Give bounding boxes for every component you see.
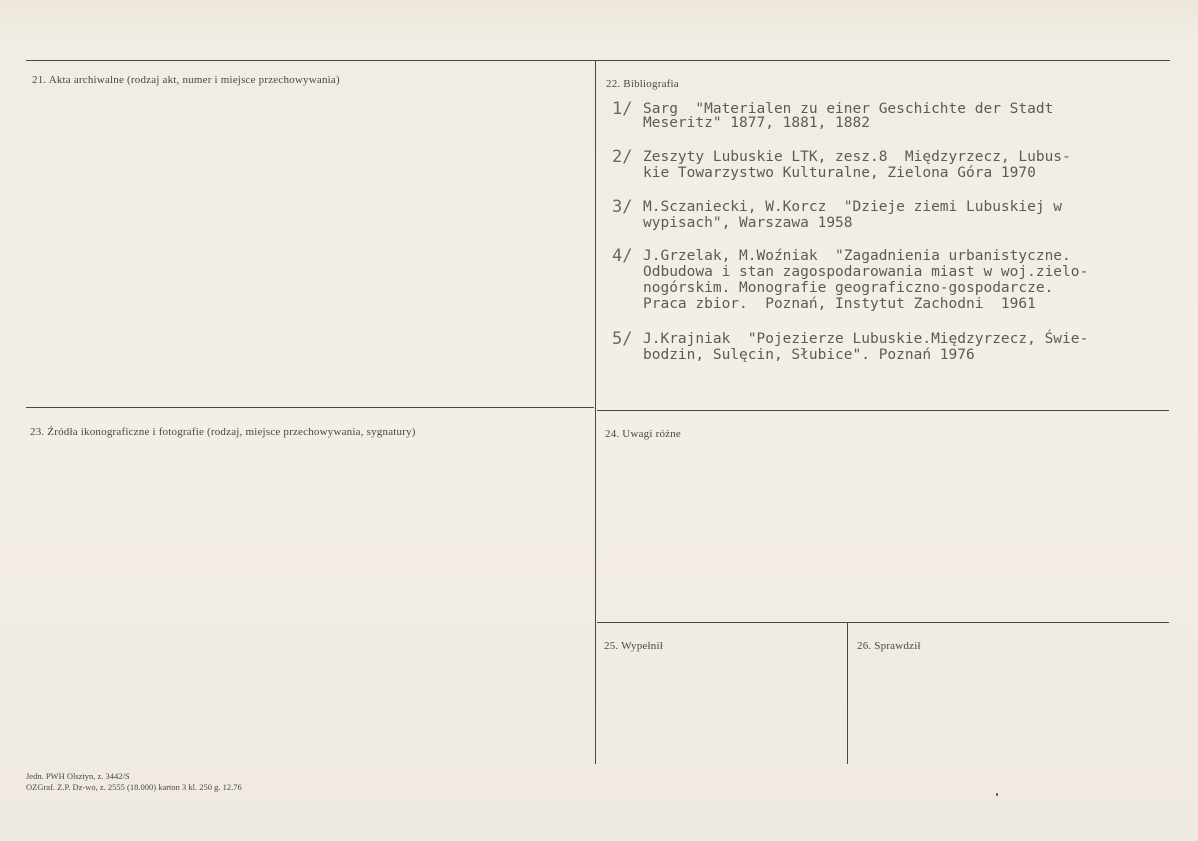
printer-imprint-line-2: OZGraf. Z.P. Dz-wo, z. 2555 (18.000) karton 3 kl. 250 g. 12.76 <box>26 782 242 792</box>
entry-line: J.Krajniak "Pojezierze Lubuskie.Międzyrzecz, Świe- <box>643 331 1089 347</box>
entry-number: 1/ <box>612 99 633 119</box>
entry-line: wypisach", Warszawa 1958 <box>643 215 853 231</box>
entry-line: bodzin, Sulęcin, Słubice". Poznań 1976 <box>643 347 975 363</box>
entry-line: Odbudowa i stan zagospodarowania miast w woj.zielo- <box>643 264 1089 280</box>
entry-line: Zeszyty Lubuskie LTK, zesz.8 Międzyrzecz, Lubus- <box>643 149 1071 165</box>
entry-number: 3/ <box>612 197 633 217</box>
entry-number: 2/ <box>612 147 633 167</box>
middle-rule-left <box>26 407 594 408</box>
entry-line: Sarg "Materialen zu einer Geschichte der Stadt <box>643 101 1054 117</box>
section-22-label: 22. Bibliografia <box>606 78 679 90</box>
entry-line: J.Grzelak, M.Woźniak "Zagadnienia urbanistyczne. <box>643 248 1071 264</box>
entry-line: Meseritz" 1877, 1881, 1882 <box>643 115 870 131</box>
section-26-label: 26. Sprawdził <box>857 640 921 652</box>
section-24-label: 24. Uwagi różne <box>605 428 682 440</box>
entry-line: nogórskim. Monografie geograficzno-gospodarcze. <box>643 280 1054 296</box>
entry-number: 5/ <box>612 329 633 349</box>
signature-rule <box>597 622 1169 623</box>
section-21-label: 21. Akta archiwalne (rodzaj akt, numer i miejsce przechowywania) <box>32 74 340 86</box>
section-25-label: 25. Wypełnił <box>604 640 663 652</box>
entry-line: M.Sczaniecki, W.Korcz "Dzieje ziemi Lubuskiej w <box>643 199 1063 215</box>
paper-speck <box>996 793 998 796</box>
section-23-label: 23. Źródła ikonograficzne i fotografie (rodzaj, miejsce przechowywania, sygnatury) <box>30 426 416 438</box>
printer-imprint-line-1: Jedn. PWH Olsztyn, z. 3442/S <box>26 771 130 781</box>
top-rule <box>26 60 1170 61</box>
signature-divider <box>847 623 848 764</box>
center-divider <box>595 61 596 764</box>
entry-number: 4/ <box>612 246 633 266</box>
middle-rule-right <box>597 410 1169 411</box>
entry-line: kie Towarzystwo Kulturalne, Zielona Góra 1970 <box>643 165 1036 181</box>
entry-line: Praca zbior. Poznań, Instytut Zachodni 1961 <box>643 296 1036 312</box>
